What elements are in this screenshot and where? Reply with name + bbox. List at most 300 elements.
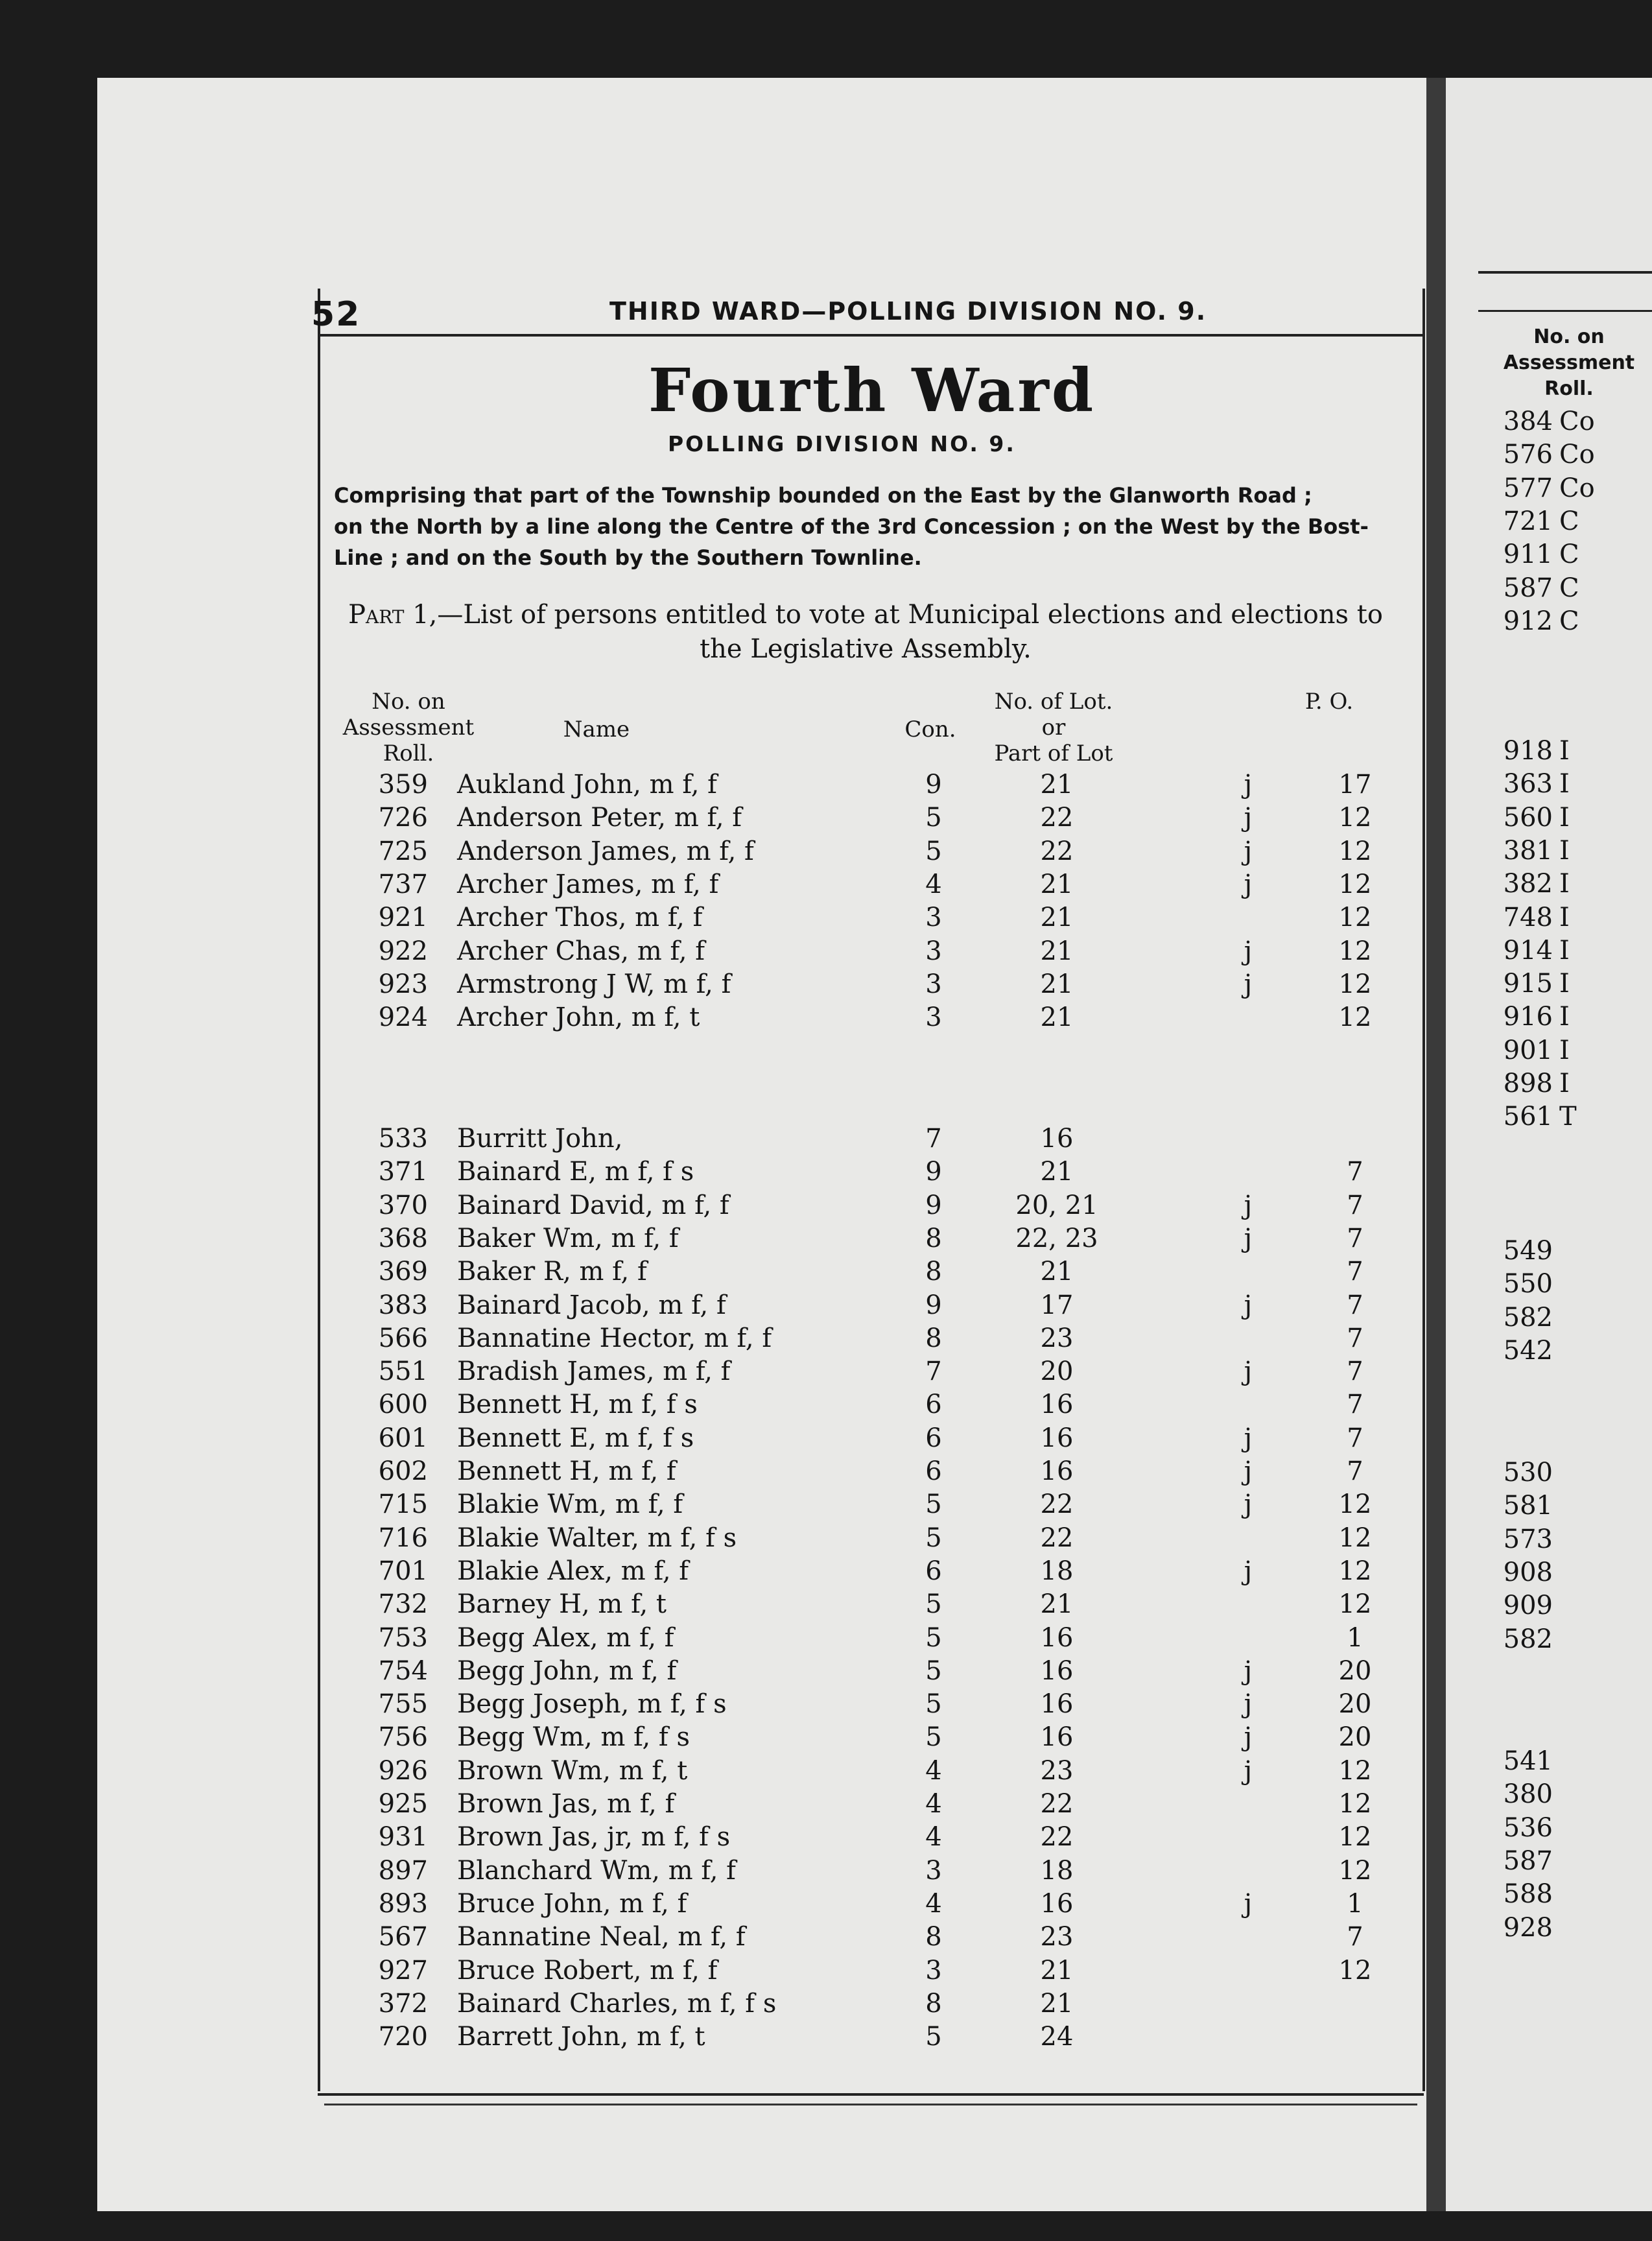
cell-name: Brown Jas, m f, f xyxy=(457,1789,675,1819)
name-fragment: C xyxy=(1559,506,1579,536)
table-row xyxy=(0,1556,1652,1589)
name-fragment: I xyxy=(1559,935,1570,966)
cell-con: 8 xyxy=(925,1257,942,1287)
cell-name: Armstrong J W, m f, f xyxy=(457,969,731,999)
cell-lot: 16 xyxy=(1040,1722,1074,1753)
part-lead: Part 1, xyxy=(348,600,438,630)
name-fragment: C xyxy=(1559,573,1579,603)
name-fragment: I xyxy=(1559,1069,1570,1098)
roll-number: 380 xyxy=(1503,1779,1553,1810)
table-row xyxy=(0,1323,1652,1357)
description-line: on the North by a line along the Centre of the 3rd Concession ; on the West by the Bost- xyxy=(334,514,1369,539)
cell-name: Blakie Wm, m f, f xyxy=(457,1489,683,1520)
header-line: Part of Lot xyxy=(994,741,1113,766)
table-row xyxy=(0,1456,1652,1489)
cell-po: 12 xyxy=(1338,1755,1372,1786)
page-number: 52 xyxy=(311,295,361,334)
cell-con: 5 xyxy=(925,836,942,866)
cell-lot: 16 xyxy=(1040,1689,1074,1720)
cell-roll: 566 xyxy=(378,1323,428,1353)
table-row xyxy=(0,870,1652,903)
roll-number: 918 xyxy=(1503,736,1553,766)
table-row xyxy=(0,1756,1652,1789)
cell-con: 9 xyxy=(925,1157,942,1187)
table-row xyxy=(0,836,1652,870)
cell-lot: 16 xyxy=(1040,1655,1074,1686)
roll-number: 916 xyxy=(1503,1002,1553,1032)
table-row xyxy=(0,1822,1652,1855)
cell-roll: 602 xyxy=(378,1456,428,1486)
cell-j: j xyxy=(1244,1456,1253,1486)
cell-name: Begg John, m f, f xyxy=(457,1655,677,1686)
column-header-name: Name xyxy=(563,717,630,742)
cell-con: 6 xyxy=(925,1456,942,1486)
cell-lot: 16 xyxy=(1040,1124,1074,1154)
cell-lot: 22 xyxy=(1040,1523,1074,1553)
table-row xyxy=(0,1390,1652,1423)
roll-number: 721 xyxy=(1503,506,1553,536)
cell-name: Burritt John, xyxy=(457,1124,623,1154)
table-row xyxy=(0,770,1652,803)
part-text-continued: the Legislative Assembly. xyxy=(700,634,1032,664)
cell-con: 5 xyxy=(925,803,942,833)
cell-roll: 371 xyxy=(378,1157,428,1187)
table-row xyxy=(0,803,1652,836)
cell-con: 3 xyxy=(925,1002,942,1033)
cell-roll: 720 xyxy=(378,2022,428,2052)
cell-lot: 18 xyxy=(1040,1556,1074,1586)
roll-number: 381 xyxy=(1503,835,1553,866)
cell-po: 12 xyxy=(1338,1789,1372,1819)
roll-number: 577 xyxy=(1503,473,1553,503)
cell-name: Archer Chas, m f, f xyxy=(457,936,705,966)
cell-con: 3 xyxy=(925,903,942,933)
cell-j: j xyxy=(1244,836,1253,866)
cell-lot: 21 xyxy=(1040,1157,1074,1187)
cell-roll: 925 xyxy=(378,1789,428,1819)
table-row xyxy=(0,1124,1652,1157)
cell-con: 3 xyxy=(925,1855,942,1886)
cell-con: 7 xyxy=(925,1124,942,1154)
cell-name: Bruce Robert, m f, f xyxy=(457,1955,718,1986)
roll-number: 901 xyxy=(1503,1035,1553,1065)
roll-number: 909 xyxy=(1503,1591,1553,1621)
division-subtitle: POLLING DIVISION NO. 9. xyxy=(668,431,1016,456)
cell-po: 7 xyxy=(1347,1157,1363,1187)
cell-con: 4 xyxy=(925,1888,942,1919)
cell-name: Blakie Alex, m f, f xyxy=(457,1556,689,1586)
roll-number: 542 xyxy=(1503,1335,1553,1366)
roll-number: 550 xyxy=(1503,1269,1553,1299)
table-row xyxy=(0,1956,1652,1989)
cell-po: 7 xyxy=(1347,1423,1363,1453)
cell-po: 20 xyxy=(1338,1689,1372,1720)
cell-lot: 22 xyxy=(1040,1822,1074,1853)
cell-lot: 18 xyxy=(1040,1855,1074,1886)
cell-po: 7 xyxy=(1347,1290,1363,1320)
cell-con: 4 xyxy=(925,1755,942,1786)
right-page-rule xyxy=(1478,271,1652,274)
roll-number: 561 xyxy=(1503,1102,1553,1132)
name-fragment: C xyxy=(1559,606,1579,636)
cell-roll: 926 xyxy=(378,1755,428,1786)
name-fragment: I xyxy=(1559,1035,1570,1065)
roll-number: 382 xyxy=(1503,869,1553,899)
cell-roll: 716 xyxy=(378,1523,428,1553)
cell-j: j xyxy=(1244,1190,1253,1220)
table-row xyxy=(0,1357,1652,1390)
cell-lot: 23 xyxy=(1040,1922,1074,1952)
cell-lot: 24 xyxy=(1040,2022,1074,2052)
table-row xyxy=(0,1989,1652,2022)
cell-po: 20 xyxy=(1338,1722,1372,1753)
cell-j: j xyxy=(1244,1290,1253,1320)
cell-po: 7 xyxy=(1347,1357,1363,1387)
table-row xyxy=(0,1689,1652,1722)
name-fragment: I xyxy=(1559,902,1570,932)
cell-roll: 921 xyxy=(378,903,428,933)
cell-po: 7 xyxy=(1347,1922,1363,1952)
name-fragment: I xyxy=(1559,1002,1570,1032)
cell-j: j xyxy=(1244,1223,1253,1253)
cell-con: 5 xyxy=(925,1689,942,1720)
header-line: No. on xyxy=(1533,326,1605,348)
cell-po: 12 xyxy=(1338,936,1372,966)
cell-lot: 22 xyxy=(1040,836,1074,866)
cell-name: Baker Wm, m f, f xyxy=(457,1223,679,1253)
roll-number: 581 xyxy=(1503,1491,1553,1521)
cell-con: 7 xyxy=(925,1357,942,1387)
cell-name: Bainard David, m f, f xyxy=(457,1190,729,1220)
cell-lot: 22 xyxy=(1040,803,1074,833)
table-row xyxy=(0,1224,1652,1257)
table-row xyxy=(0,1922,1652,1955)
cell-roll: 359 xyxy=(378,770,428,800)
table-row xyxy=(0,1290,1652,1323)
cell-lot: 21 xyxy=(1040,1955,1074,1986)
name-fragment: Co xyxy=(1559,407,1595,436)
description-line: Comprising that part of the Township bounded on the East by the Glanworth Road ; xyxy=(334,483,1312,508)
cell-roll: 370 xyxy=(378,1190,428,1220)
cell-name: Bannatine Hector, m f, f xyxy=(457,1323,772,1353)
roll-number: 541 xyxy=(1503,1746,1553,1776)
cell-j: j xyxy=(1244,869,1253,899)
roll-number: 914 xyxy=(1503,935,1553,966)
cell-roll: 372 xyxy=(378,1988,428,2019)
description-line: Line ; and on the South by the Southern Townline. xyxy=(334,545,922,570)
cell-roll: 753 xyxy=(378,1622,428,1653)
cell-name: Archer James, m f, f xyxy=(457,869,719,899)
cell-lot: 16 xyxy=(1040,1622,1074,1653)
cell-con: 4 xyxy=(925,1822,942,1853)
cell-name: Brown Wm, m f, t xyxy=(457,1755,688,1786)
cell-lot: 21 xyxy=(1040,903,1074,933)
roll-number: 587 xyxy=(1503,1845,1553,1876)
cell-roll: 737 xyxy=(378,869,428,899)
cell-roll: 755 xyxy=(378,1689,428,1720)
cell-con: 8 xyxy=(925,1988,942,2019)
cell-roll: 756 xyxy=(378,1722,428,1753)
cell-lot: 16 xyxy=(1040,1456,1074,1486)
roll-number: 908 xyxy=(1503,1557,1553,1587)
cell-roll: 701 xyxy=(378,1556,428,1586)
header-line: No. of Lot. xyxy=(994,689,1113,715)
table-row xyxy=(0,1656,1652,1689)
cell-con: 5 xyxy=(925,1589,942,1620)
name-fragment: Co xyxy=(1559,440,1595,470)
name-fragment: I xyxy=(1559,769,1570,800)
part-text: —List of persons entitled to vote at Municipal elections and elections to xyxy=(437,600,1383,630)
cell-po: 12 xyxy=(1338,1955,1372,1986)
header-line: Assessment xyxy=(1503,351,1635,374)
cell-po: 1 xyxy=(1347,1888,1363,1919)
cell-j: j xyxy=(1244,969,1253,999)
cell-name: Barrett John, m f, t xyxy=(457,2022,705,2052)
roll-number: 576 xyxy=(1503,440,1553,470)
cell-j: j xyxy=(1244,1423,1253,1453)
roll-number: 363 xyxy=(1503,769,1553,800)
cell-lot: 16 xyxy=(1040,1423,1074,1453)
cell-name: Barney H, m f, t xyxy=(457,1589,667,1620)
roll-number: 915 xyxy=(1503,969,1553,999)
cell-name: Bennett H, m f, f xyxy=(457,1456,676,1486)
cell-j: j xyxy=(1244,1689,1253,1720)
cell-name: Bradish James, m f, f xyxy=(457,1357,731,1387)
name-fragment: I xyxy=(1559,835,1570,866)
ward-title: Fourth Ward xyxy=(648,355,1096,425)
table-row xyxy=(0,1623,1652,1656)
cell-roll: 924 xyxy=(378,1002,428,1033)
cell-po: 7 xyxy=(1347,1390,1363,1420)
running-head: THIRD WARD—POLLING DIVISION NO. 9. xyxy=(609,297,1207,326)
cell-po: 7 xyxy=(1347,1257,1363,1287)
cell-con: 6 xyxy=(925,1423,942,1453)
cell-j: j xyxy=(1244,1357,1253,1387)
header-line: No. on xyxy=(372,689,445,715)
table-row xyxy=(0,1889,1652,1922)
cell-lot: 16 xyxy=(1040,1390,1074,1420)
table-row xyxy=(0,1157,1652,1190)
right-page-rule xyxy=(1478,310,1652,312)
roll-number: 549 xyxy=(1503,1236,1553,1266)
cell-po: 7 xyxy=(1347,1323,1363,1353)
cell-name: Bainard E, m f, f s xyxy=(457,1157,694,1187)
roll-number: 582 xyxy=(1503,1624,1553,1654)
cell-po: 12 xyxy=(1338,1489,1372,1520)
cell-con: 8 xyxy=(925,1323,942,1353)
name-fragment: I xyxy=(1559,802,1570,833)
roll-number: 573 xyxy=(1503,1524,1553,1554)
cell-roll: 533 xyxy=(378,1124,428,1154)
cell-con: 6 xyxy=(925,1390,942,1420)
roll-number: 582 xyxy=(1503,1302,1553,1333)
cell-name: Blanchard Wm, m f, f xyxy=(457,1855,736,1886)
cell-lot: 16 xyxy=(1040,1888,1074,1919)
column-header-po: P. O. xyxy=(1304,689,1354,715)
cell-lot: 21 xyxy=(1040,1589,1074,1620)
table-row xyxy=(0,1489,1652,1523)
cell-con: 4 xyxy=(925,1789,942,1819)
cell-con: 4 xyxy=(925,869,942,899)
cell-con: 9 xyxy=(925,1190,942,1220)
cell-roll: 726 xyxy=(378,803,428,833)
cell-lot: 23 xyxy=(1040,1323,1074,1353)
cell-roll: 893 xyxy=(378,1888,428,1919)
cell-con: 8 xyxy=(925,1922,942,1952)
cell-con: 9 xyxy=(925,1290,942,1320)
table-row xyxy=(0,936,1652,969)
cell-name: Bruce John, m f, f xyxy=(457,1888,687,1919)
cell-po: 12 xyxy=(1338,1855,1372,1886)
roll-number: 912 xyxy=(1503,606,1553,636)
name-fragment: I xyxy=(1559,869,1570,899)
cell-name: Bannatine Neal, m f, f xyxy=(457,1922,746,1952)
cell-po: 12 xyxy=(1338,1822,1372,1853)
table-row xyxy=(0,1789,1652,1822)
cell-name: Begg Alex, m f, f xyxy=(457,1622,674,1653)
cell-po: 12 xyxy=(1338,969,1372,999)
cell-con: 9 xyxy=(925,770,942,800)
cell-name: Begg Joseph, m f, f s xyxy=(457,1689,727,1720)
cell-roll: 923 xyxy=(378,969,428,999)
name-fragment: I xyxy=(1559,969,1570,999)
table-row xyxy=(0,1257,1652,1290)
cell-po: 7 xyxy=(1347,1190,1363,1220)
cell-con: 5 xyxy=(925,2022,942,2052)
header-line: or xyxy=(1041,715,1066,741)
cell-po: 12 xyxy=(1338,803,1372,833)
table-row xyxy=(0,969,1652,1002)
cell-roll: 600 xyxy=(378,1390,428,1420)
roll-number: 384 xyxy=(1503,407,1553,436)
cell-roll: 725 xyxy=(378,836,428,866)
roll-number: 898 xyxy=(1503,1069,1553,1098)
cell-roll: 754 xyxy=(378,1655,428,1686)
cell-po: 7 xyxy=(1347,1223,1363,1253)
cell-po: 12 xyxy=(1338,1523,1372,1553)
roll-number: 928 xyxy=(1503,1912,1553,1943)
cell-name: Anderson James, m f, f xyxy=(457,836,754,866)
cell-roll: 927 xyxy=(378,1955,428,1986)
cell-lot: 21 xyxy=(1040,969,1074,999)
cell-lot: 23 xyxy=(1040,1755,1074,1786)
roll-number: 530 xyxy=(1503,1458,1553,1488)
cell-name: Begg Wm, m f, f s xyxy=(457,1722,690,1753)
cell-po: 12 xyxy=(1338,1002,1372,1033)
name-fragment: T xyxy=(1559,1102,1577,1132)
roll-number: 748 xyxy=(1503,902,1553,932)
cell-name: Brown Jas, jr, m f, f s xyxy=(457,1822,731,1853)
cell-name: Anderson Peter, m f, f xyxy=(457,803,742,833)
cell-name: Baker R, m f, f xyxy=(457,1257,647,1287)
cell-lot: 21 xyxy=(1040,770,1074,800)
cell-roll: 715 xyxy=(378,1489,428,1520)
table-row xyxy=(0,1856,1652,1889)
roll-number: 587 xyxy=(1503,573,1553,603)
cell-name: Bennett E, m f, f s xyxy=(457,1423,694,1453)
cell-po: 12 xyxy=(1338,836,1372,866)
cell-lot: 21 xyxy=(1040,1002,1074,1033)
cell-lot: 22 xyxy=(1040,1489,1074,1520)
table-row xyxy=(0,1002,1652,1036)
roll-number: 911 xyxy=(1503,540,1553,570)
cell-j: j xyxy=(1244,1489,1253,1520)
table-row xyxy=(0,2022,1652,2055)
header-line: Roll. xyxy=(383,741,434,766)
roll-number: 560 xyxy=(1503,802,1553,833)
cell-name: Archer Thos, m f, f xyxy=(457,903,703,933)
cell-roll: 551 xyxy=(378,1357,428,1387)
cell-roll: 369 xyxy=(378,1257,428,1287)
cell-po: 17 xyxy=(1338,770,1372,800)
right-column-header xyxy=(1485,324,1652,402)
cell-lot: 17 xyxy=(1040,1290,1074,1320)
header-line: Roll. xyxy=(1544,377,1594,400)
cell-roll: 931 xyxy=(378,1822,428,1853)
cell-con: 8 xyxy=(925,1223,942,1253)
cell-con: 3 xyxy=(925,936,942,966)
cell-name: Blakie Walter, m f, f s xyxy=(457,1523,737,1553)
table-row xyxy=(0,903,1652,936)
cell-lot: 22 xyxy=(1040,1789,1074,1819)
column-header-con: Con. xyxy=(904,717,956,742)
cell-roll: 567 xyxy=(378,1922,428,1952)
cell-j: j xyxy=(1244,803,1253,833)
cell-roll: 368 xyxy=(378,1223,428,1253)
cell-roll: 897 xyxy=(378,1855,428,1886)
cell-lot: 21 xyxy=(1040,936,1074,966)
cell-j: j xyxy=(1244,1755,1253,1786)
table-row xyxy=(0,1423,1652,1456)
cell-j: j xyxy=(1244,1556,1253,1586)
cell-j: j xyxy=(1244,1888,1253,1919)
cell-con: 3 xyxy=(925,969,942,999)
name-fragment: C xyxy=(1559,540,1579,570)
cell-con: 3 xyxy=(925,1955,942,1986)
cell-j: j xyxy=(1244,1655,1253,1686)
cell-lot: 21 xyxy=(1040,1257,1074,1287)
cell-po: 12 xyxy=(1338,903,1372,933)
cell-con: 5 xyxy=(925,1622,942,1653)
cell-con: 5 xyxy=(925,1655,942,1686)
cell-lot: 21 xyxy=(1040,869,1074,899)
cell-lot: 21 xyxy=(1040,1988,1074,2019)
cell-name: Bennett H, m f, f s xyxy=(457,1390,698,1420)
cell-roll: 601 xyxy=(378,1423,428,1453)
cell-lot: 20, 21 xyxy=(1015,1190,1098,1220)
cell-j: j xyxy=(1244,1722,1253,1753)
name-fragment: I xyxy=(1559,736,1570,766)
cell-po: 1 xyxy=(1347,1622,1363,1653)
name-fragment: Co xyxy=(1559,473,1595,503)
table-row xyxy=(0,1191,1652,1224)
roll-number: 536 xyxy=(1503,1812,1553,1843)
cell-po: 12 xyxy=(1338,1589,1372,1620)
table-row xyxy=(0,1523,1652,1556)
cell-roll: 383 xyxy=(378,1290,428,1320)
cell-po: 7 xyxy=(1347,1456,1363,1486)
cell-name: Bainard Jacob, m f, f xyxy=(457,1290,726,1320)
cell-roll: 922 xyxy=(378,936,428,966)
cell-name: Bainard Charles, m f, f s xyxy=(457,1988,777,2019)
cell-po: 20 xyxy=(1338,1655,1372,1686)
cell-name: Aukland John, m f, f xyxy=(457,770,717,800)
cell-con: 6 xyxy=(925,1556,942,1586)
cell-con: 5 xyxy=(925,1489,942,1520)
table-row xyxy=(0,1722,1652,1755)
table-row xyxy=(0,1589,1652,1622)
cell-j: j xyxy=(1244,770,1253,800)
